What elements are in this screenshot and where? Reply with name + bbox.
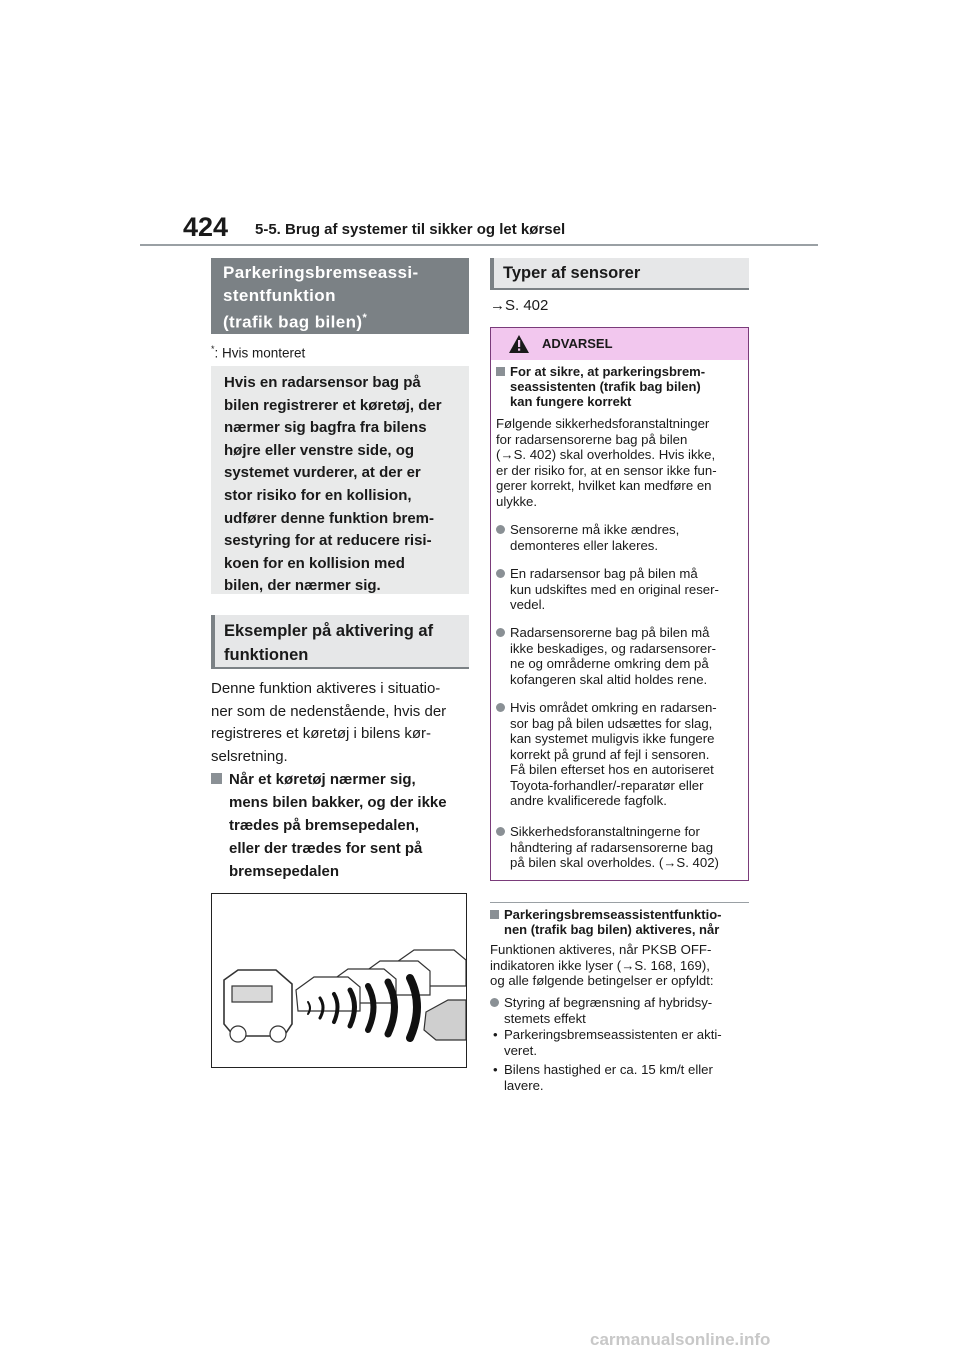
examples-heading-line-1: Eksempler på aktivering af: [224, 622, 434, 640]
circle-bullet-icon: [496, 703, 505, 712]
bullet-line: kan systemet muligvis ikke fungere: [510, 731, 715, 746]
bullet-line: Få bilen efterset hos en autoriseret: [510, 762, 714, 777]
bullet-line: Sikkerhedsforanstaltningerne for: [510, 824, 700, 839]
warning-paragraph: [496, 416, 742, 509]
bullet-line: Hvis området omkring en radarsen-: [510, 700, 717, 715]
activation-sub-line: Parkeringsbremseassistentfunktio-: [504, 907, 722, 922]
condition-item-line: veret.: [504, 1042, 537, 1058]
warning-sub-line: kan fungere korrekt: [510, 394, 632, 409]
feature-title-line-1: Parkeringsbremseassi-: [223, 263, 419, 282]
feature-title-box: [211, 258, 469, 334]
activation-para-line: og alle følgende betingelser er opfyldt:: [490, 973, 714, 988]
intro-line: Hvis en radarsensor bag på: [224, 374, 421, 391]
warning-sub-line: For at sikre, at parkeringsbrem-: [510, 364, 706, 379]
paragraph-line: ner som de nedenstående, hvis der: [211, 702, 447, 720]
condition-line: bremsepedalen: [229, 863, 340, 880]
sensor-types-heading: Typer af sensorer: [490, 258, 749, 290]
intro-line: højre eller venstre side, og: [224, 441, 415, 459]
warning-label: ADVARSEL: [542, 336, 613, 351]
bullet-line: demonteres eller lakeres.: [510, 537, 659, 553]
activation-sub-line: nen (trafik bag bilen) aktiveres, når: [504, 922, 720, 937]
activation-subheading: [490, 907, 749, 937]
bullet-line: andre kvalificerede fagfolk.: [510, 793, 667, 808]
bullet-line: Radarsensorerne bag på bilen må: [510, 625, 710, 640]
warning-para-line: for radarsensorerne bag på bilen: [496, 431, 688, 447]
bullet-line: ne og områderne omkring dem på: [510, 656, 709, 671]
square-bullet-icon: [496, 367, 505, 376]
intro-line: systemet vurderer, at der er: [224, 464, 421, 482]
warning-box: [490, 327, 749, 881]
footnote: [211, 344, 305, 361]
warning-sub-line: seassistenten (trafik bag bilen): [510, 379, 701, 394]
bullet-line: Sensorerne må ikke ændres,: [510, 522, 680, 537]
circle-bullet-icon: [496, 525, 505, 534]
warning-triangle-icon: [508, 334, 530, 354]
warning-para-line: (→S. 402) skal overholdes. Hvis ikke,: [496, 447, 716, 462]
warning-bullet: [496, 566, 742, 613]
bullet-line: kofangeren skal altid holdes rene.: [510, 671, 708, 687]
activation-para-line: Funktionen aktiveres, når PKSB OFF-: [490, 942, 712, 957]
circle-bullet-icon: [496, 569, 505, 578]
warning-bullet: [496, 625, 742, 687]
intro-line: nærmer sig bagfra fra bilens: [224, 419, 427, 437]
paragraph-line: selsretning.: [211, 747, 288, 765]
warning-para-line: gerer korrekt, hvilket kan medføre en: [496, 478, 712, 493]
circle-bullet-icon: [496, 628, 505, 637]
bullet-line: kun udskiftes med en original reser-: [510, 581, 719, 597]
bullet-line: Styring af begrænsning af hybridsy-: [504, 995, 713, 1010]
condition-item-line: lavere.: [504, 1077, 544, 1093]
condition-item-line: Bilens hastighed er ca. 15 km/t eller: [504, 1062, 713, 1077]
intro-line: stor risiko for en kollision,: [224, 486, 412, 504]
examples-heading: [211, 615, 469, 669]
intro-line: bilen registrerer et køretøj, der: [224, 396, 442, 414]
intro-line: udfører denne funktion brem-: [224, 509, 434, 527]
parking-scene-drawing: [212, 894, 466, 1067]
list-bullet-mark: •: [493, 1027, 498, 1042]
bullet-line: Toyota-forhandler/-reparatør eller: [510, 777, 704, 793]
page-reference-link[interactable]: →S. 402: [490, 297, 549, 314]
bullet-line: håndtering af radarsensorerne bag: [510, 839, 714, 855]
condition-line: trædes på bremsepedalen,: [229, 817, 420, 834]
warning-para-line: ulykke.: [496, 493, 538, 509]
square-bullet-icon: [211, 773, 222, 784]
condition-list-item: [490, 1062, 749, 1093]
circle-bullet-icon: [490, 998, 499, 1007]
bullet-line: stemets effekt: [504, 1010, 586, 1026]
condition-line: mens bilen bakker, og der ikke: [229, 794, 447, 811]
section-title: 5-5. Brug af systemer til sikker og let kørsel: [255, 221, 566, 238]
footnote-star: *: [211, 344, 215, 354]
footnote-marker: *: [362, 312, 368, 324]
square-bullet-icon: [490, 910, 499, 919]
watermark: carmanualsonline.info: [590, 1330, 771, 1349]
activation-paragraph: [211, 678, 471, 768]
condition-item-line: Parkeringsbremseassistenten er akti-: [504, 1027, 722, 1042]
section-divider: [490, 902, 749, 903]
bullet-line: sor bag på bilen udsættes for slag,: [510, 715, 713, 731]
warning-subheading: [496, 364, 742, 409]
intro-box: [211, 366, 469, 594]
feature-title-text: (trafik bag bilen): [223, 312, 363, 332]
list-bullet-mark: •: [493, 1062, 498, 1077]
feature-title-line-2: stentfunktion: [223, 286, 336, 305]
activation-conditions-paragraph: [490, 942, 749, 989]
activation-para-line: indikatoren ikke lyser (→S. 168, 169),: [490, 957, 710, 973]
warning-para-line: er der risiko for, at en sensor ikke fun-: [496, 462, 717, 478]
condition-line: eller der trædes for sent på: [229, 840, 423, 857]
bullet-line: vedel.: [510, 597, 546, 612]
activation-bullet: [490, 995, 749, 1026]
warning-header: [491, 328, 748, 360]
rear-traffic-illustration: [211, 893, 467, 1068]
paragraph-line: Denne funktion aktiveres i situatio-: [211, 680, 441, 697]
warning-bullet: [496, 522, 742, 553]
condition-subheading: [211, 768, 471, 883]
examples-heading-line-2: funktionen: [224, 646, 309, 664]
bullet-line: ikke beskadiges, og radarsensorer-: [510, 640, 716, 656]
condition-list-item: [490, 1027, 749, 1058]
page-number: 424: [183, 212, 229, 242]
warning-bullet: [496, 700, 742, 809]
feature-title-line-3: [223, 307, 459, 334]
condition-line: Når et køretøj nærmer sig,: [229, 771, 416, 788]
bullet-line: En radarsensor bag på bilen må: [510, 566, 698, 581]
warning-para-line: Følgende sikkerhedsforanstaltninger: [496, 416, 710, 431]
intro-line: sestyring for at reducere risi-: [224, 532, 432, 550]
intro-line: bilen, der nærmer sig.: [224, 577, 381, 595]
intro-line: koen for en kollision med: [224, 554, 405, 572]
paragraph-line: registreres et køretøj i bilens kør-: [211, 725, 432, 742]
warning-bullet: [496, 824, 742, 871]
footnote-text: : Hvis monteret: [214, 345, 306, 361]
circle-bullet-icon: [496, 827, 505, 836]
bullet-line: korrekt på grund af fejl i sensoren.: [510, 746, 710, 762]
header-divider: [140, 244, 818, 246]
bullet-line: på bilen skal overholdes. (→S. 402): [510, 855, 719, 870]
